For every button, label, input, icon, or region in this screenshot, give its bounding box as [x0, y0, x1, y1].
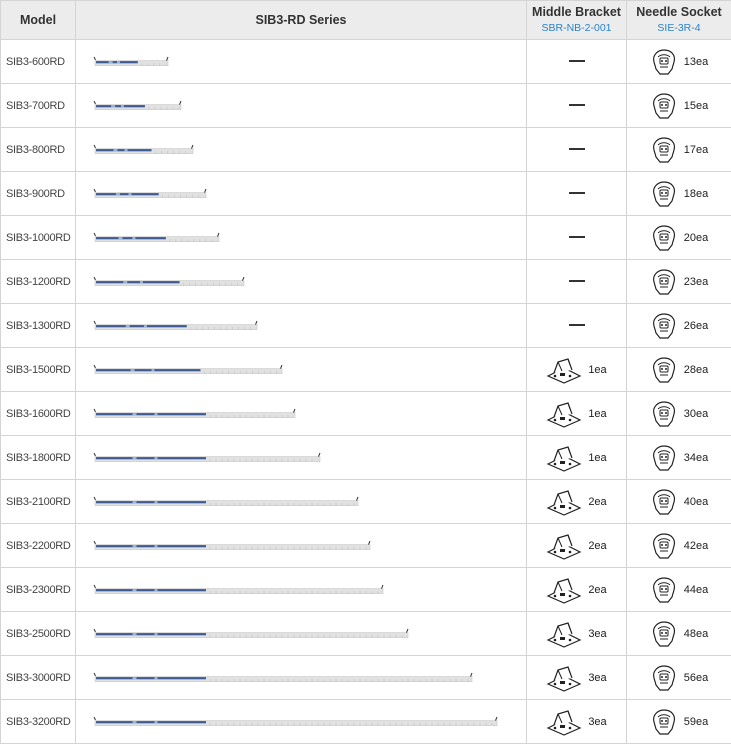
bracket-cell [527, 656, 627, 700]
profile-bar [94, 57, 170, 67]
table-row [1, 656, 731, 700]
socket-cell [627, 568, 731, 612]
bracket-count: 3ea [588, 627, 607, 640]
socket-cell [627, 260, 731, 304]
model-cell: SIB3-1300RD [1, 304, 76, 348]
middle-bracket-icon [546, 708, 582, 736]
table-row [1, 524, 731, 568]
profile-cell [76, 304, 527, 348]
table-row [1, 304, 731, 348]
table-row [1, 480, 731, 524]
none-dash [569, 60, 585, 62]
socket-count: 30ea [683, 407, 709, 420]
table-row [1, 700, 731, 744]
table-row [1, 436, 731, 480]
needle-socket-icon [650, 532, 678, 560]
socket-count: 17ea [683, 143, 709, 156]
model-cell: SIB3-2100RD [1, 480, 76, 524]
profile-cell [76, 656, 527, 700]
middle-bracket-icon [546, 664, 582, 692]
needle-socket-icon [650, 708, 678, 736]
needle-socket-icon [650, 180, 678, 208]
socket-count: 44ea [683, 583, 709, 596]
none-dash [569, 280, 585, 282]
none-dash [569, 104, 585, 106]
none-dash [569, 236, 585, 238]
profile-cell [76, 700, 527, 744]
profile-cell [76, 436, 527, 480]
header-row [1, 1, 731, 40]
socket-cell [627, 524, 731, 568]
header-bracket-code: SBR-NB-2-001 [541, 22, 612, 34]
bracket-count: 1ea [588, 363, 607, 376]
socket-cell [627, 700, 731, 744]
table-body [1, 40, 731, 744]
model-cell: SIB3-2200RD [1, 524, 76, 568]
socket-cell [627, 128, 731, 172]
model-cell: SIB3-2500RD [1, 612, 76, 656]
socket-cell [627, 172, 731, 216]
middle-bracket-icon [546, 356, 582, 384]
socket-count: 42ea [683, 539, 709, 552]
bracket-cell [527, 128, 627, 172]
profile-cell [76, 612, 527, 656]
profile-bar-icon [94, 409, 297, 419]
needle-socket-icon [650, 620, 678, 648]
profile-cell [76, 172, 527, 216]
socket-cell [627, 656, 731, 700]
profile-bar-icon [94, 453, 322, 463]
bracket-count: 3ea [588, 671, 607, 684]
table-row [1, 128, 731, 172]
model-cell: SIB3-600RD [1, 40, 76, 84]
table-row [1, 612, 731, 656]
bracket-cell [527, 612, 627, 656]
profile-bar-icon [94, 497, 360, 507]
profile-bar [94, 189, 208, 199]
profile-bar [94, 673, 474, 683]
profile-bar-icon [94, 541, 372, 551]
profile-bar-icon [94, 145, 195, 155]
model-cell: SIB3-2300RD [1, 568, 76, 612]
socket-count: 28ea [683, 363, 709, 376]
middle-bracket-icon [546, 488, 582, 516]
bracket-cell [527, 392, 627, 436]
bracket-count: 2ea [588, 539, 607, 552]
socket-cell [627, 40, 731, 84]
socket-count: 26ea [683, 319, 709, 332]
needle-socket-icon [650, 48, 678, 76]
model-cell: SIB3-3200RD [1, 700, 76, 744]
header-socket [627, 1, 731, 40]
socket-cell [627, 216, 731, 260]
table-row [1, 84, 731, 128]
needle-socket-icon [650, 444, 678, 472]
profile-cell [76, 128, 527, 172]
profile-bar-icon [94, 233, 221, 243]
middle-bracket-icon [546, 620, 582, 648]
bracket-cell [527, 348, 627, 392]
bracket-cell [527, 84, 627, 128]
model-cell: SIB3-1600RD [1, 392, 76, 436]
profile-bar [94, 453, 322, 463]
none-dash [569, 324, 585, 326]
profile-cell [76, 568, 527, 612]
middle-bracket-icon [546, 532, 582, 560]
profile-bar-icon [94, 277, 246, 287]
model-cell: SIB3-800RD [1, 128, 76, 172]
profile-bar [94, 277, 246, 287]
profile-bar-icon [94, 101, 183, 111]
profile-cell [76, 216, 527, 260]
profile-bar [94, 321, 259, 331]
needle-socket-icon [650, 664, 678, 692]
table-row [1, 216, 731, 260]
profile-bar-icon [94, 717, 499, 727]
profile-bar [94, 145, 195, 155]
model-cell: SIB3-1800RD [1, 436, 76, 480]
table-row [1, 392, 731, 436]
profile-bar [94, 541, 372, 551]
profile-bar [94, 497, 360, 507]
profile-cell [76, 348, 527, 392]
needle-socket-icon [650, 312, 678, 340]
socket-count: 48ea [683, 627, 709, 640]
bracket-cell [527, 568, 627, 612]
socket-count: 15ea [683, 99, 709, 112]
model-cell: SIB3-3000RD [1, 656, 76, 700]
model-cell: SIB3-700RD [1, 84, 76, 128]
model-cell: SIB3-900RD [1, 172, 76, 216]
profile-bar [94, 365, 284, 375]
profile-bar-icon [94, 585, 385, 595]
bracket-cell [527, 216, 627, 260]
profile-bar [94, 409, 297, 419]
profile-bar [94, 717, 499, 727]
bracket-cell [527, 40, 627, 84]
table-row [1, 568, 731, 612]
table-row [1, 260, 731, 304]
model-cell: SIB3-1200RD [1, 260, 76, 304]
bracket-cell [527, 700, 627, 744]
table-row [1, 40, 731, 84]
model-cell: SIB3-1500RD [1, 348, 76, 392]
profile-cell [76, 260, 527, 304]
socket-count: 18ea [683, 187, 709, 200]
none-dash [569, 148, 585, 150]
bracket-cell [527, 172, 627, 216]
socket-cell [627, 436, 731, 480]
bracket-cell [527, 304, 627, 348]
header-bracket [527, 1, 627, 40]
needle-socket-icon [650, 92, 678, 120]
bracket-cell [527, 480, 627, 524]
profile-bar-icon [94, 321, 259, 331]
header-bracket-label: Middle Bracket [532, 5, 621, 19]
bracket-count: 1ea [588, 407, 607, 420]
socket-cell [627, 304, 731, 348]
profile-bar [94, 101, 183, 111]
profile-bar [94, 585, 385, 595]
socket-cell [627, 612, 731, 656]
middle-bracket-icon [546, 400, 582, 428]
bracket-cell [527, 524, 627, 568]
bracket-cell [527, 260, 627, 304]
bracket-count: 2ea [588, 495, 607, 508]
profile-cell [76, 40, 527, 84]
needle-socket-icon [650, 268, 678, 296]
socket-count: 40ea [683, 495, 709, 508]
profile-cell [76, 84, 527, 128]
middle-bracket-icon [546, 444, 582, 472]
needle-socket-icon [650, 224, 678, 252]
table-row [1, 172, 731, 216]
profile-bar [94, 629, 410, 639]
needle-socket-icon [650, 400, 678, 428]
socket-count: 20ea [683, 231, 709, 244]
bracket-count: 3ea [588, 715, 607, 728]
profile-bar-icon [94, 365, 284, 375]
socket-count: 13ea [683, 55, 709, 68]
profile-bar-icon [94, 189, 208, 199]
profile-cell [76, 524, 527, 568]
socket-cell [627, 392, 731, 436]
profile-bar-icon [94, 673, 474, 683]
table-row [1, 348, 731, 392]
header-socket-code: SIE-3R-4 [657, 22, 701, 34]
socket-count: 56ea [683, 671, 709, 684]
model-cell: SIB3-1000RD [1, 216, 76, 260]
bracket-count: 1ea [588, 451, 607, 464]
header-model: Model [1, 1, 76, 40]
needle-socket-icon [650, 136, 678, 164]
profile-cell [76, 480, 527, 524]
socket-cell [627, 348, 731, 392]
header-socket-label: Needle Socket [636, 5, 722, 19]
profile-bar-icon [94, 57, 170, 67]
socket-cell [627, 84, 731, 128]
none-dash [569, 192, 585, 194]
bracket-count: 2ea [588, 583, 607, 596]
socket-count: 23ea [683, 275, 709, 288]
middle-bracket-icon [546, 576, 582, 604]
needle-socket-icon [650, 356, 678, 384]
socket-count: 34ea [683, 451, 709, 464]
profile-cell [76, 392, 527, 436]
bracket-cell [527, 436, 627, 480]
socket-count: 59ea [683, 715, 709, 728]
socket-cell [627, 480, 731, 524]
needle-socket-icon [650, 488, 678, 516]
header-series: SIB3-RD Series [76, 1, 527, 40]
profile-bar-icon [94, 629, 410, 639]
needle-socket-icon [650, 576, 678, 604]
profile-bar [94, 233, 221, 243]
